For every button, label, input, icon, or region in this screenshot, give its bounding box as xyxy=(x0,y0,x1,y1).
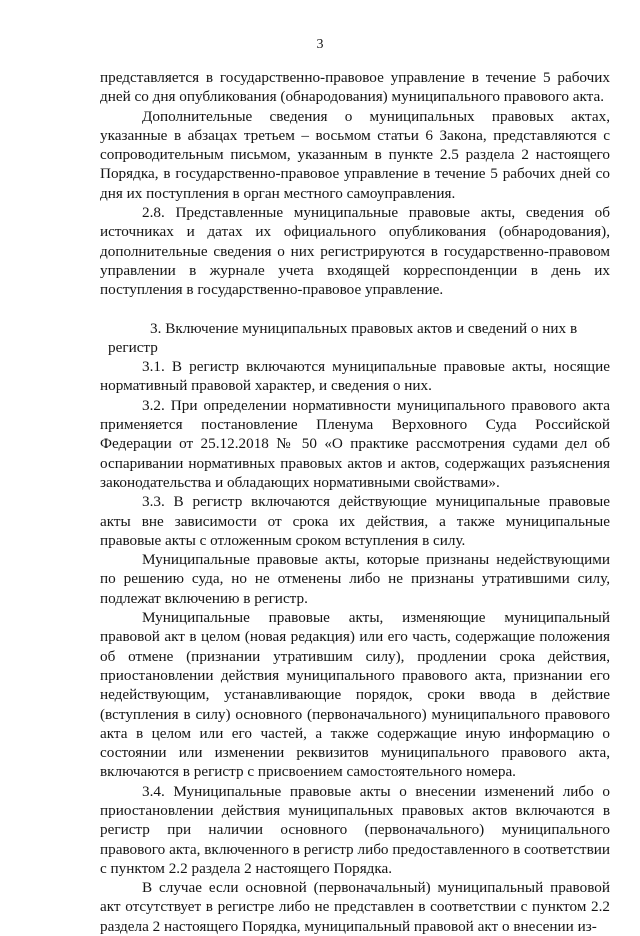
section-3-heading: 3. Включение муниципальных правовых актов и сведений о них в регистр xyxy=(108,319,578,356)
paragraph-continuation: представляется в государственно-правовое управление в течение 5 рабочих дней со дня опубликования (обнародования) муниципального правового акта. xyxy=(100,69,610,106)
paragraph-3-3: 3.3. В регистр включаются действующие муниципальные правовые акты вне зависимости от срока их действия, а также муниципальные правовые акты с отложенным сроком вступления в силу. xyxy=(100,493,610,549)
paragraph-2-8: 2.8. Представленные муниципальные правовые акты, сведения об источниках и датах их официального опубликования (обнародования), дополнительные сведения о них регистрируются в государственно-правовом управлении в журнале учета входящей корреспонденции в день их поступления в государственно-правовое управление. xyxy=(100,204,610,299)
paragraph-3-4: 3.4. Муниципальные правовые акты о внесении изменений либо о приостановлении действия муниципальных правовых актов включаются в регистр при наличии основного (первоначального) муниципального правового акта, включенного в регистр либо предоставленного в соответствии с пунктом 2.2 раздела 2 настоящего Порядка. xyxy=(100,782,610,877)
paragraph-3-1: 3.1. В регистр включаются муниципальные правовые акты, носящие нормативный правовой характер, и сведения о них. xyxy=(100,358,610,395)
paragraph-3-2: 3.2. При определении нормативности муниципального правового акта применяется постановление Пленума Верховного Суда Российской Федерации от 25.12.2018 № 50 «О практике рассмотрения судами дел об оспаривании нормативных правовых актов и актов, содержащих разъяснения законодательства и обладающих нормативными свойствами». xyxy=(100,396,610,491)
paragraph-absent-original: В случае если основной (первоначальный) муниципальный правовой акт отсутствует в регистре либо не представлен в соответствии с пунктом 2.2 раздела 2 настоящего Порядка, муниципальный правовой акт о внесении из- xyxy=(100,879,610,935)
page-number: 3 xyxy=(316,37,324,52)
paragraph-amending-acts: Муниципальные правовые акты, изменяющие муниципальный правовой акт в целом (новая редакция) или его часть, содержащие положения об отмене (признании утратившим силу), продлении срока действия, приостановлении действия муниципального правового акта, признании его недействующим, устанавливающие порядок, сроки ввода в действие (вступления в силу) основного (первоначального) муниципального правового акта в целом или его частей, а также содержащие иную информацию о состоянии или изменении реквизитов муниципального правового акта, включаются в регистр с присвоением самостоятельного номера. xyxy=(100,609,610,781)
paragraph-invalid-acts: Муниципальные правовые акты, которые признаны недействующими по решению суда, но не отменены либо не признаны утратившими силу, подлежат включению в регистр. xyxy=(100,551,610,607)
paragraph-additional-info: Дополнительные сведения о муниципальных правовых актах, указанные в абзацах третьем – восьмом статьи 6 Закона, представляются с сопроводительным письмом, указанным в пункте 2.5 раздела 2 настоящего Порядка, в государственно-правовое управление в течение 5 рабочих дней со дня их поступления в орган местного самоуправления. xyxy=(100,107,610,202)
document-body xyxy=(100,68,610,936)
